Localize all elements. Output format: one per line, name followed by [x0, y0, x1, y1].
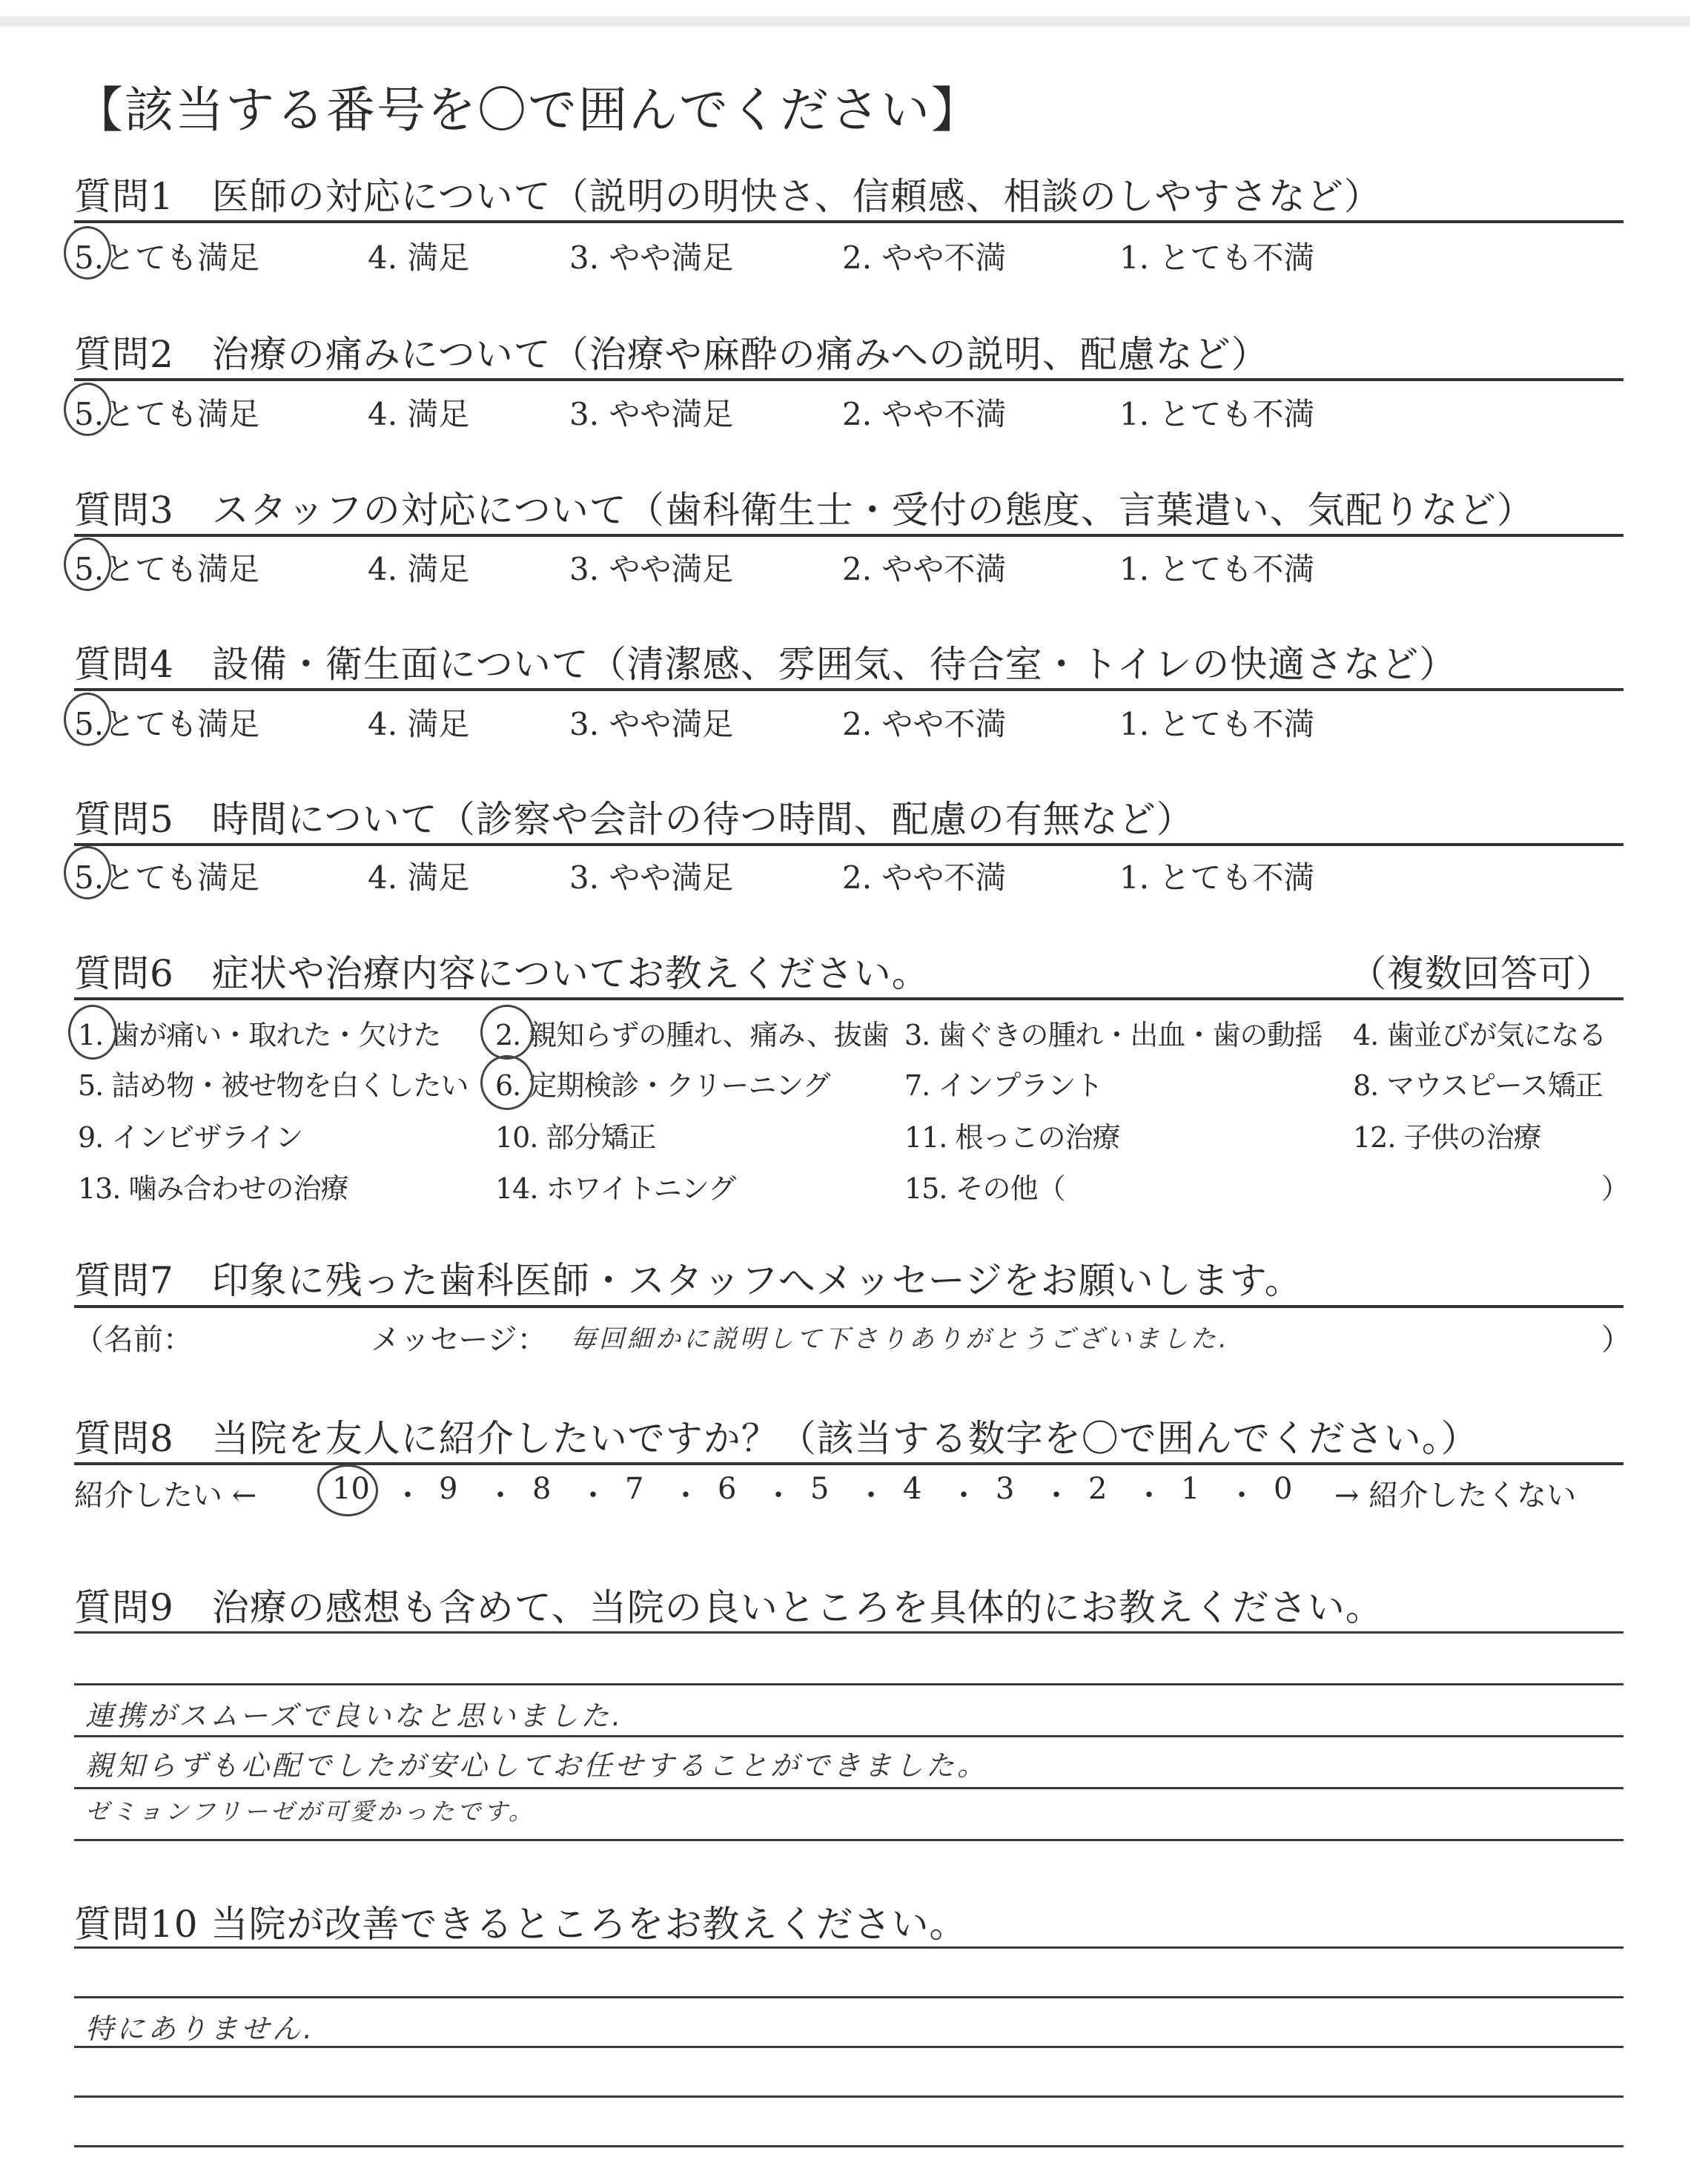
q6-option-14[interactable]: 14. ホワイトニング — [495, 1172, 736, 1205]
q3-option-3[interactable]: 3. やや満足 — [569, 551, 734, 587]
question-7: 質問7 印象に残った歯科医師・スタッフへメッセージをお願いします。 — [74, 1259, 1302, 1302]
q8-scale-dot: ・ — [1227, 1479, 1257, 1513]
question-10: 質問10 当院が改善できるところをお教えください。 — [74, 1903, 967, 1946]
q7-message-handwritten[interactable]: 毎回細かに説明して下さりありがとうございました. — [571, 1324, 1230, 1354]
q6-option-15[interactable]: 15. その他（ — [904, 1172, 1065, 1205]
divider — [74, 534, 1623, 537]
q2-option-5[interactable]: 5.とても満足 — [74, 396, 260, 432]
q8-scale-dot: ・ — [856, 1479, 886, 1513]
answer-line — [74, 1946, 1623, 1949]
question-3: 質問3 スタッフの対応について（歯科衛生士・受付の態度、言葉遣い、気配りなど） — [74, 489, 1535, 532]
answer-line — [74, 1839, 1623, 1841]
q6-option-7[interactable]: 7. インプラント — [904, 1069, 1103, 1102]
q7-message-label: メッセージ： — [371, 1323, 547, 1357]
q8-scale-2[interactable]: 2 — [1088, 1472, 1108, 1506]
q8-scale-4[interactable]: 4 — [903, 1472, 922, 1506]
q6-option-9[interactable]: 9. インビザライン — [78, 1121, 303, 1154]
q1-answer-circle — [64, 226, 111, 280]
divider — [74, 220, 1623, 223]
q1-option-4[interactable]: 4. 満足 — [368, 240, 470, 276]
q2-option-1[interactable]: 1. とても不満 — [1119, 396, 1315, 432]
q8-scale-dot: ・ — [671, 1479, 701, 1513]
q6-option-4[interactable]: 4. 歯並びが気になる — [1353, 1019, 1606, 1051]
question-6-note: （複数回答可） — [1349, 952, 1614, 995]
q8-scale-0[interactable]: 0 — [1274, 1472, 1293, 1506]
scan-top-edge — [0, 16, 1690, 27]
page-title: 【該当する番号を〇で囲んでください】 — [74, 82, 982, 139]
q6-option-11[interactable]: 11. 根っこの治療 — [904, 1121, 1120, 1154]
q6-answer-circle-2 — [480, 1005, 534, 1060]
question-9: 質問9 治療の感想も含めて、当院の良いところを具体的にお教えください。 — [74, 1586, 1383, 1629]
q6-option-5[interactable]: 5. 詰め物・被せ物を白くしたい — [78, 1069, 469, 1102]
question-2: 質問2 治療の痛みについて（治療や麻酔の痛みへの説明、配慮など） — [74, 333, 1269, 376]
q6-option-3[interactable]: 3. 歯ぐきの腫れ・出血・歯の動揺 — [904, 1019, 1323, 1051]
q4-answer-circle — [64, 693, 111, 746]
question-4: 質問4 設備・衛生面について（清潔感、雰囲気、待合室・トイレの快適さなど） — [74, 643, 1457, 686]
divider — [74, 378, 1623, 381]
q8-scale-dot: ・ — [949, 1479, 979, 1513]
question-8: 質問8 当院を友人に紹介したいですか？（該当する数字を〇で囲んでください。） — [74, 1417, 1479, 1460]
question-5: 質問5 時間について（診察や会計の待つ時間、配慮の有無など） — [74, 798, 1194, 841]
q5-option-1[interactable]: 1. とても不満 — [1119, 859, 1315, 896]
divider — [74, 1305, 1623, 1308]
divider — [74, 843, 1623, 846]
answer-line — [74, 2145, 1623, 2147]
question-1: 質問1 医師の対応について（説明の明快さ、信頼感、相談のしやすさなど） — [74, 175, 1382, 218]
answer-line — [74, 2095, 1623, 2098]
q2-option-4[interactable]: 4. 満足 — [368, 396, 470, 432]
q1-option-1[interactable]: 1. とても不満 — [1119, 240, 1315, 276]
q4-option-2[interactable]: 2. やや不満 — [842, 706, 1007, 742]
divider — [74, 688, 1623, 691]
q6-option-8[interactable]: 8. マウスピース矯正 — [1353, 1069, 1603, 1102]
q3-option-4[interactable]: 4. 満足 — [368, 551, 470, 587]
q8-scale-dot: ・ — [578, 1479, 608, 1513]
q8-scale-8[interactable]: 8 — [532, 1472, 552, 1506]
divider — [74, 997, 1623, 1000]
q8-scale-3[interactable]: 3 — [996, 1472, 1015, 1506]
q8-scale-1[interactable]: 1 — [1181, 1472, 1200, 1506]
q8-answer-circle — [317, 1464, 378, 1516]
q9-answer-line-3[interactable]: ゼミョンフリーゼが可愛かったです。 — [85, 1797, 535, 1826]
q4-option-5[interactable]: 5.とても満足 — [74, 706, 260, 742]
q1-option-5[interactable]: 5.とても満足 — [74, 240, 260, 276]
q9-answer-line-2[interactable]: 親知らずも心配でしたが安心してお任せすることができました。 — [85, 1749, 989, 1782]
q5-option-2[interactable]: 2. やや不満 — [842, 859, 1007, 896]
answer-line — [74, 1631, 1623, 1634]
q10-answer-line-1[interactable]: 特にありません. — [85, 2012, 316, 2045]
q1-option-3[interactable]: 3. やや満足 — [569, 240, 734, 276]
question-6: 質問6 症状や治療内容についてお教えください。 — [74, 952, 930, 995]
q8-scale-dot: ・ — [486, 1479, 515, 1513]
q8-scale-7[interactable]: 7 — [625, 1472, 644, 1506]
q8-left-label: 紹介したい ← — [74, 1479, 257, 1513]
q8-scale-dot: ・ — [393, 1479, 423, 1513]
q2-option-3[interactable]: 3. やや満足 — [569, 396, 734, 432]
q8-scale-dot: ・ — [764, 1479, 793, 1513]
q8-scale-6[interactable]: 6 — [718, 1472, 737, 1506]
answer-line — [74, 1996, 1623, 1998]
q5-answer-circle — [64, 846, 111, 899]
q5-option-5[interactable]: 5.とても満足 — [74, 859, 260, 896]
answer-line — [74, 1787, 1623, 1789]
q5-option-3[interactable]: 3. やや満足 — [569, 859, 734, 896]
q8-scale-dot: ・ — [1042, 1479, 1071, 1513]
q7-close-paren: ） — [1601, 1323, 1631, 1357]
q6-option-10[interactable]: 10. 部分矯正 — [495, 1121, 656, 1154]
q2-option-2[interactable]: 2. やや不満 — [842, 396, 1007, 432]
q1-option-2[interactable]: 2. やや不満 — [842, 240, 1007, 276]
q8-scale-9[interactable]: 9 — [439, 1472, 458, 1506]
q3-answer-circle — [64, 538, 111, 591]
q6-answer-circle-6 — [480, 1055, 534, 1110]
q6-option-2[interactable]: 2. 親知らずの腫れ、痛み、抜歯 — [495, 1019, 889, 1051]
q6-option-15-close: ） — [1601, 1172, 1629, 1205]
q3-option-1[interactable]: 1. とても不満 — [1119, 551, 1315, 587]
q9-answer-line-1[interactable]: 連携がスムーズで良いなと思いました. — [85, 1700, 624, 1732]
answer-line — [74, 1735, 1623, 1737]
q5-option-4[interactable]: 4. 満足 — [368, 859, 470, 896]
q8-right-label: → 紹介したくない — [1334, 1479, 1577, 1513]
q4-option-1[interactable]: 1. とても不満 — [1119, 706, 1315, 742]
q8-scale-dot: ・ — [1134, 1479, 1164, 1513]
q2-answer-circle — [64, 383, 111, 436]
divider — [74, 1462, 1623, 1465]
answer-line — [74, 1683, 1623, 1685]
q6-option-1[interactable]: 1. 歯が痛い・取れた・欠けた — [78, 1019, 441, 1051]
q3-option-2[interactable]: 2. やや不満 — [842, 551, 1007, 587]
q3-option-5[interactable]: 5.とても満足 — [74, 551, 260, 587]
q8-scale-10[interactable]: 10 — [332, 1472, 370, 1506]
q8-scale-5[interactable]: 5 — [810, 1472, 830, 1506]
q4-option-3[interactable]: 3. やや満足 — [569, 706, 734, 742]
q4-option-4[interactable]: 4. 満足 — [368, 706, 470, 742]
q6-option-13[interactable]: 13. 噛み合わせの治療 — [78, 1172, 348, 1205]
q6-option-6[interactable]: 6. 定期検診・クリーニング — [495, 1069, 830, 1102]
q6-option-12[interactable]: 12. 子供の治療 — [1353, 1121, 1541, 1154]
q6-answer-circle-1 — [68, 1005, 117, 1060]
q7-name-label: （名前： — [74, 1323, 193, 1357]
